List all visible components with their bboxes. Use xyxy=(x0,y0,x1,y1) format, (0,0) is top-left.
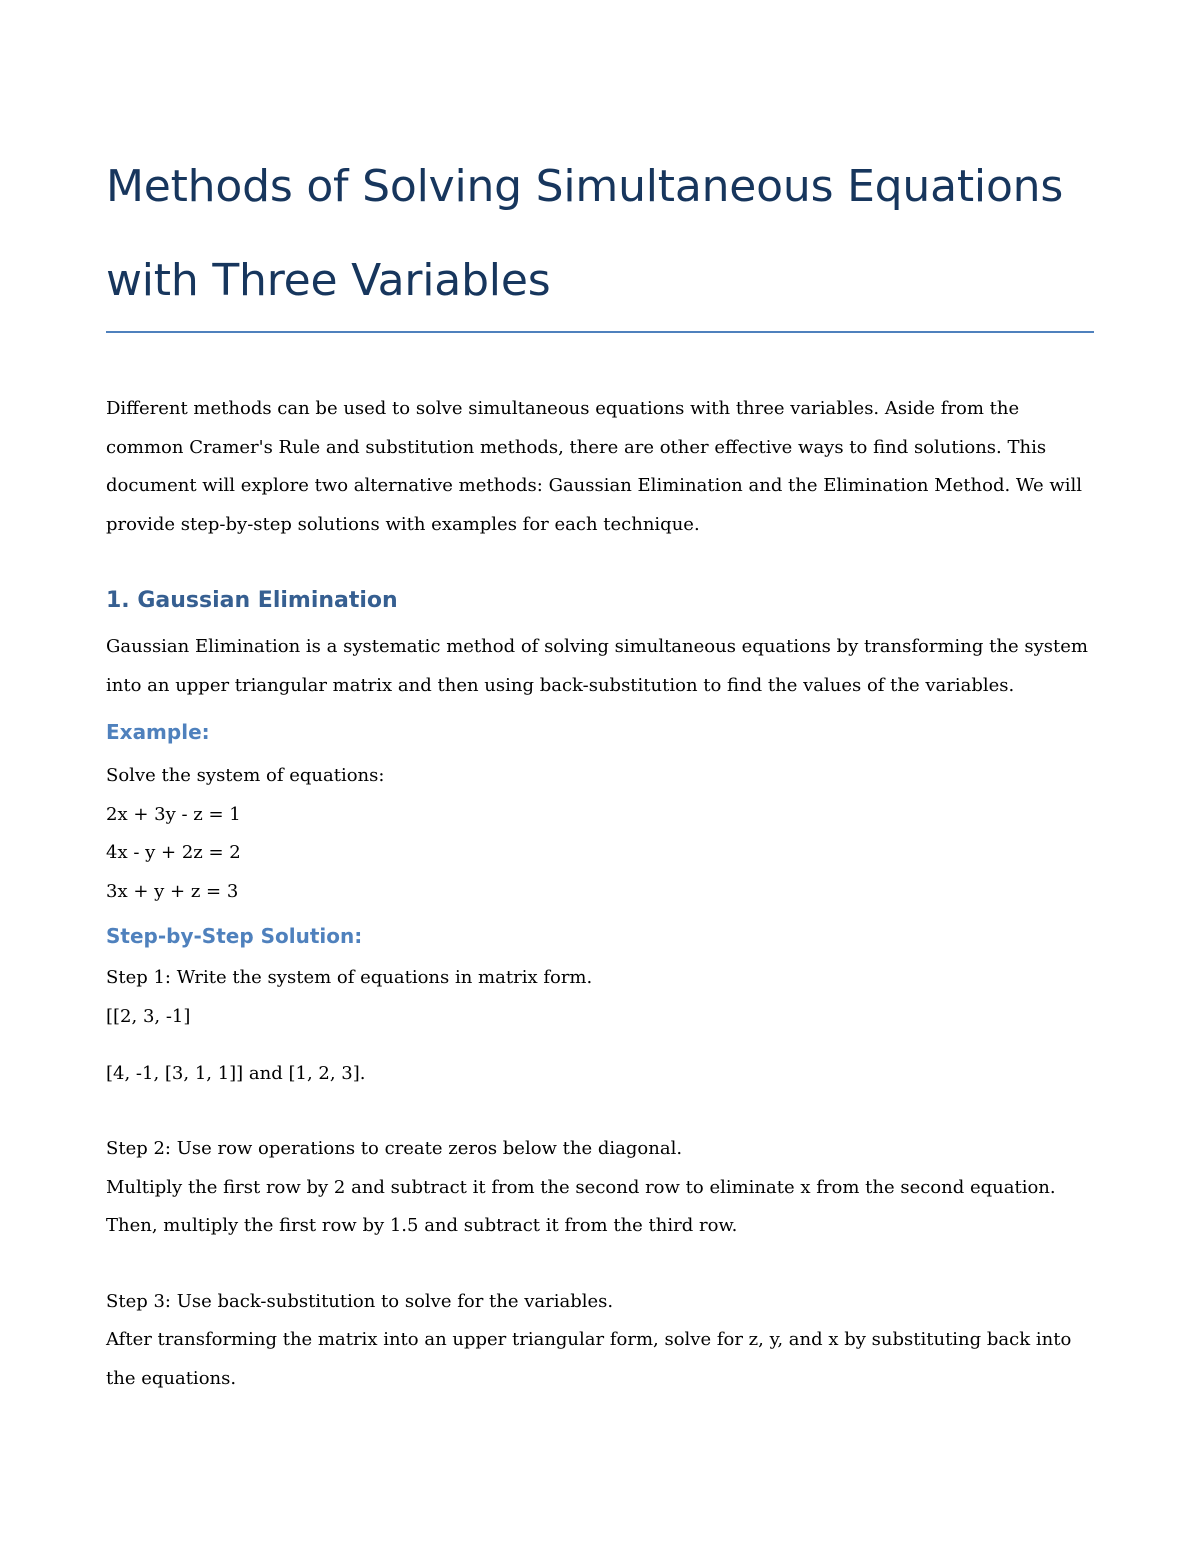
document-title xyxy=(106,140,1094,328)
section-heading-gaussian: 1. Gaussian Elimination xyxy=(106,588,398,613)
step-1 xyxy=(106,959,1094,1093)
title-line-1: Methods of Solving Simultaneous Equations xyxy=(106,161,1064,212)
matrix-line: [4, -1, [3, 1, 1]] and [1, 2, 3]. xyxy=(106,1062,366,1084)
step-3 xyxy=(106,1283,1094,1399)
step-3-detail: After transforming the matrix into an upper triangular form, solve for z, y, and x by substituting back into xyxy=(106,1329,1072,1350)
step-2-text: Step 2: Use row operations to create zeros below the diagonal. xyxy=(106,1138,683,1159)
example-intro: Solve the system of equations: xyxy=(106,765,385,786)
step-1-text: Step 1: Write the system of equations in matrix form. xyxy=(106,967,593,988)
intro-paragraph xyxy=(106,390,1094,544)
title-underline xyxy=(106,331,1094,333)
description-line: Gaussian Elimination is a systematic method of solving simultaneous equations by transforming the system xyxy=(106,636,1088,657)
description-line: into an upper triangular matrix and then using back-substitution to find the values of the variables. xyxy=(106,674,1015,696)
equation: 2x + 3y - z = 1 xyxy=(106,803,241,825)
intro-line: document will explore two alternative methods: Gaussian Elimination and the Elimination Method. We will xyxy=(106,475,1082,496)
solution-heading: Step-by-Step Solution: xyxy=(106,924,363,948)
step-3-text: Step 3: Use back-substitution to solve for the variables. xyxy=(106,1290,614,1312)
intro-line: provide step-by-step solutions with examples for each technique. xyxy=(106,513,700,535)
equation: 4x - y + 2z = 2 xyxy=(106,842,241,863)
step-3-detail: the equations. xyxy=(106,1367,237,1389)
step-2 xyxy=(106,1130,1094,1246)
intro-line: Different methods can be used to solve simultaneous equations with three variables. Aside from the xyxy=(106,398,1020,419)
title-line-2: with Three Variables xyxy=(106,255,551,306)
example-heading: Example: xyxy=(106,720,210,744)
document-content xyxy=(106,140,1094,1398)
gaussian-description xyxy=(106,628,1094,705)
example-block xyxy=(106,757,1094,911)
equation: 3x + y + z = 3 xyxy=(106,880,239,902)
step-2-detail: Multiply the first row by 2 and subtract it from the second row to eliminate x from the second equation. xyxy=(106,1176,1056,1198)
intro-line: common Cramer's Rule and substitution methods, there are other effective ways to find solutions. This xyxy=(106,436,1047,458)
step-2-detail: Then, multiply the first row by 1.5 and subtract it from the third row. xyxy=(106,1215,738,1236)
matrix-line: [[2, 3, -1] xyxy=(106,1005,191,1027)
